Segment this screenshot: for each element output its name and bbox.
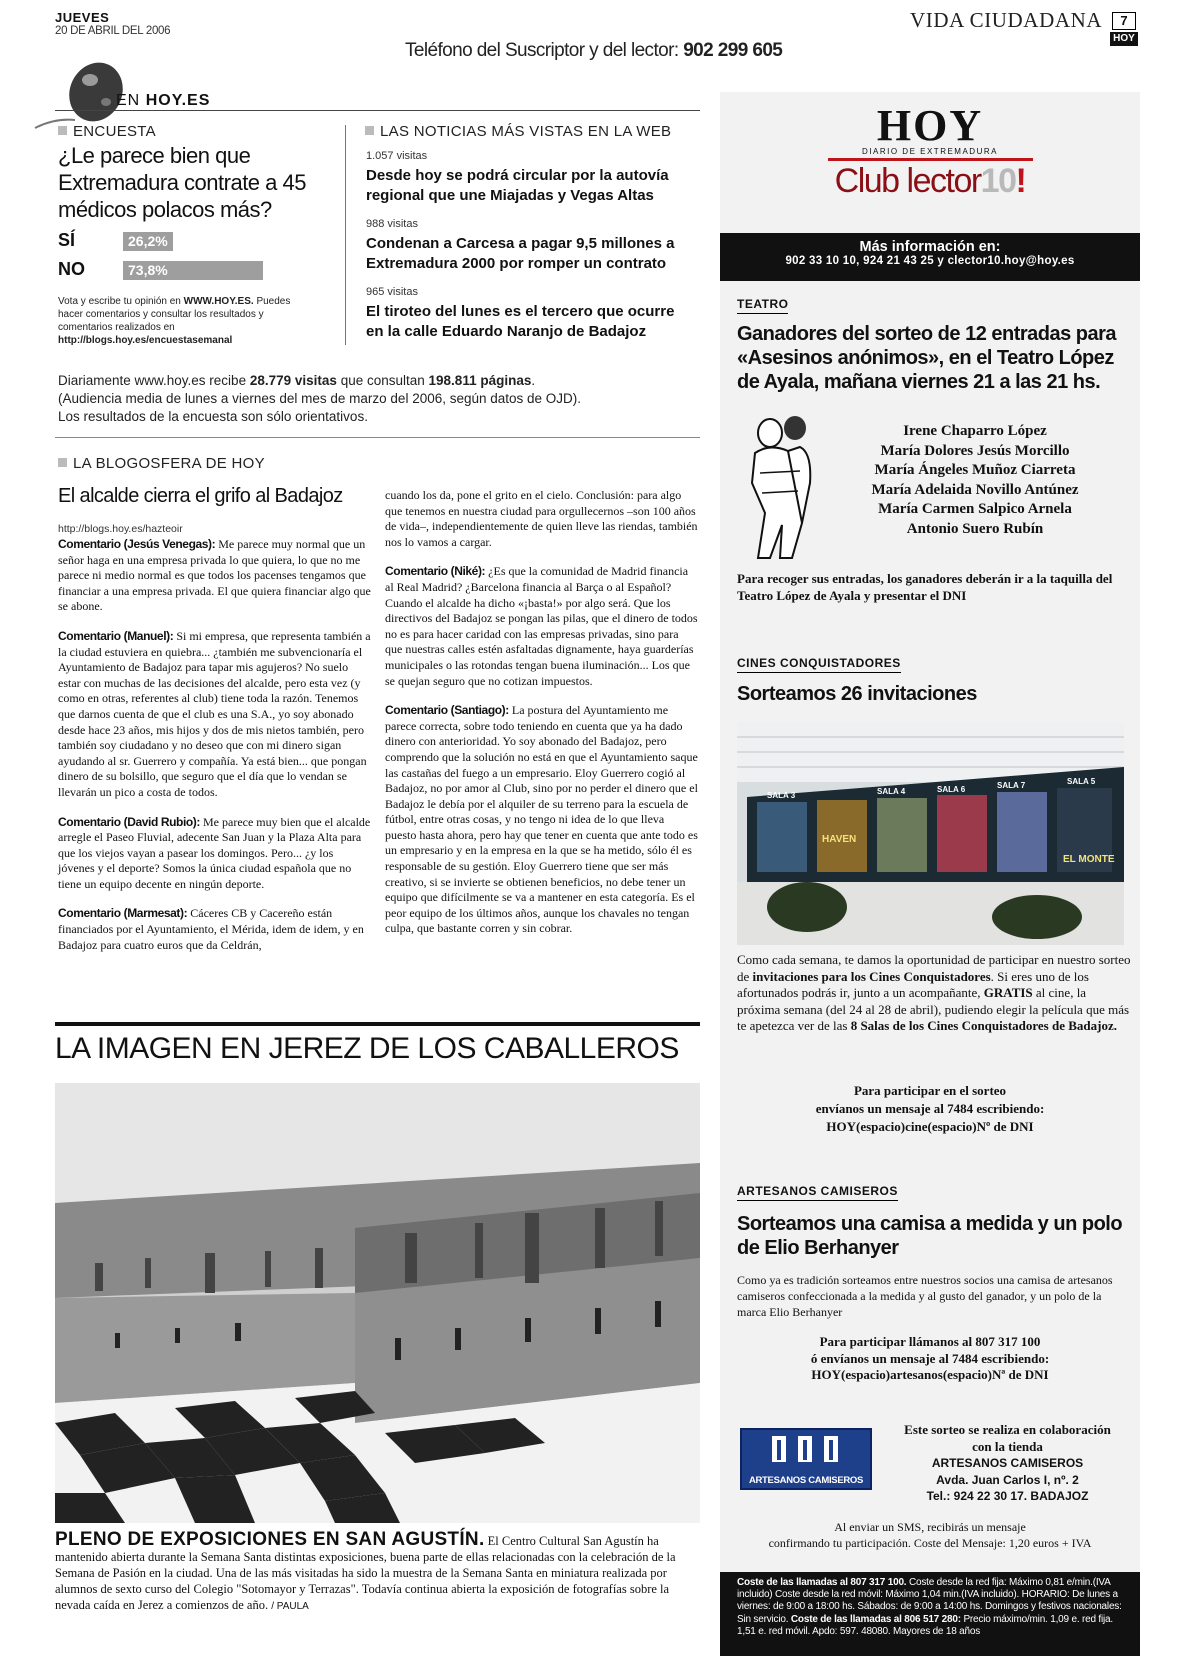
stats-block	[58, 372, 698, 426]
most-viewed-label-text: LAS NOTICIAS MÁS VISTAS EN LA WEB	[380, 123, 672, 140]
comment-author: Comentario (Manuel):	[58, 628, 174, 643]
header-brand-badge: HOY	[1110, 32, 1138, 46]
comment-author: Comentario (Niké):	[385, 564, 486, 579]
shirt-icon	[742, 1430, 870, 1470]
caption-head: PLENO DE EXPOSICIONES EN SAN AGUSTÍN.	[55, 1529, 485, 1550]
list-item[interactable]	[366, 150, 696, 206]
teatro-headline: Ganadores del sorteo de 12 entradas para «Asesinos anónimos», en el Teatro López de Ayala, mañana viernes 21 a las 21 hs.	[737, 323, 1117, 393]
blog-comment	[385, 564, 698, 689]
cines-text-part: Si eres uno de los afortunados podrás ir, junto a un acompañante,	[737, 968, 1089, 1000]
poll-note-text: Vota y escribe tu opinión en	[58, 296, 181, 307]
comment-text: cuando los da, pone el grito en el cielo. Conclusión: para algo que tenemos en nuestra ciudad para orgullecernos –son 100 años de vida–, independientemente de quien lleve las riendas, también nos lo vamos a cargar.	[385, 488, 698, 549]
poll-option-yes	[58, 230, 318, 254]
stats-text: .	[531, 373, 536, 388]
divider	[55, 110, 700, 111]
blog-url[interactable]: http://blogs.hoy.es/hazteoir	[58, 523, 183, 535]
cines-participate	[720, 1082, 1140, 1136]
divider	[55, 437, 700, 438]
participate-line: envíanos un mensaje al 7484 escribiendo:	[815, 1101, 1045, 1116]
club-logo-text: Club lector	[834, 162, 981, 200]
stats-text: que consultan	[340, 373, 425, 388]
sms-note	[720, 1520, 1140, 1551]
news-headline[interactable]: Condenan a Carcesa a pagar 9,5 millones a Extremadura 2000 por romper un contrato	[366, 235, 675, 272]
blog-column-1	[58, 537, 371, 967]
poster-title: HAVEN	[822, 834, 857, 845]
poster-label: SALA 6	[937, 785, 966, 794]
shop-logo-text: ARTESANOS CAMISEROS	[748, 1475, 864, 1486]
section-title: VIDA CIUDADANA	[910, 8, 1103, 32]
blog-comment	[385, 488, 698, 550]
club-logo-bang: !	[1015, 162, 1026, 200]
stats-line-3: Los resultados de la encuesta son sólo orientativos.	[58, 409, 368, 424]
most-viewed-list	[366, 150, 696, 342]
divider-thick	[55, 1022, 700, 1026]
poll-option-no	[58, 259, 318, 283]
winner-name: María Adelaida Novillo Antúnez	[871, 481, 1079, 498]
artesanos-text: Como ya es tradición sorteamos entre nuestros socios una camisa de artesanos camiseros confeccionada a la medida y al gusto del ganador, y un polo de la marca Elio Berhanyer	[737, 1273, 1113, 1319]
comment-author: Comentario (Marmesat):	[58, 906, 188, 921]
poster-label: SALA 3	[767, 791, 796, 800]
visit-count: 988 visitas	[366, 218, 418, 230]
stats-line-1	[58, 372, 698, 390]
poll-option-label: NO	[58, 259, 85, 279]
list-item[interactable]	[366, 218, 696, 274]
poll-note-text-2: Puedes hacer comentarios y consultar los resultados y comentarios realizados en	[58, 296, 291, 333]
comment-text: Me parece muy bien que el alcalde arregle el Paseo Fluvial, adecente San Juan y la Plaza Alta para que los viejos vayan a pasear los domingos. Pero... ¿y los jóvenes y el deporte? Somos la única ciudad española que no tiene un equipo decente en ningún deporte.	[58, 814, 371, 891]
collab-line: Este sorteo se realiza en colaboración	[904, 1422, 1111, 1437]
poll-note	[58, 295, 308, 347]
artesanos-headline: Sorteamos una camisa a medida y un polo de Elio Berhanyer	[737, 1213, 1123, 1259]
poster-label: SALA 7	[997, 781, 1026, 790]
poll-label-text: ENCUESTA	[73, 123, 156, 140]
poster-label: SALA 4	[877, 787, 906, 796]
cines-text-part: al cine, la próxima semana (del 24 al 28 de abril), pudiendo elegir la película que más te apetezca ver de las	[737, 985, 1130, 1033]
stats-text: Diariamente www.hoy.es recibe	[58, 373, 247, 388]
cinema-photo	[737, 722, 1124, 945]
call-costs-bold: Coste de las llamadas al 807 317 100.	[737, 1577, 907, 1588]
news-headline[interactable]: Desde hoy se podrá circular por la autovía regional que une Miajadas y Vegas Altas	[366, 167, 669, 204]
club-info-banner	[720, 233, 1140, 281]
poll-value-yes: 26,2%	[128, 233, 168, 249]
artesanos-participate	[720, 1334, 1140, 1384]
artesanos-label: ARTESANOS CAMISEROS	[737, 1184, 898, 1201]
column-divider	[345, 125, 346, 345]
cines-text-bold: GRATIS	[983, 985, 1033, 1000]
club-logo-sub: DIARIO DE EXTREMADURA	[862, 147, 998, 156]
cines-text-bold: 8 Salas de los Cines Conquistadores de Badajoz.	[850, 1018, 1117, 1033]
list-item[interactable]	[366, 286, 696, 342]
comment-text: La postura del Ayuntamiento me parece correcta, sobre todo teniendo en cuenta que ya ha dado dinero con anterioridad. Yo soy abonado del Badajoz, pero comprendo que la solución no está en que el Ayuntamiento saque las castañas del fuego a un empresario. Eloy Guerrero cogió al Badajoz, no por amor al Club, sino por no perder el dinero que el Badajoz le debía por el alquiler de su terreno para la escuela de fútbol, entre otras cosas, y no tengo ni idea de lo que lleva puesto hasta ahora, pero hay que tener en cuenta que ante todo es un empresario y en la empresa en la que se ha metido, sólo él es responsable de su gestión. Eloy Guerrero tiene que ser más creativo, si se invierte se obtienen beneficios, no debe tener un equipo que difícilmente se va a mantener en esta categoría. Es el peor equipo de los últimos años, aunque los chavales no tengan culpa, que bastante corren y sin cobrar.	[385, 703, 698, 936]
collab-line: con la tienda	[972, 1438, 1043, 1454]
blog-title: El alcalde cierra el grifo al Badajoz	[58, 485, 343, 507]
phone-label: Teléfono del Suscriptor y del lector:	[405, 40, 679, 61]
blog-comment	[58, 815, 371, 893]
exhibition-photo	[55, 1083, 700, 1523]
poster-label: SALA 5	[1067, 777, 1096, 786]
cines-text-bold: invitaciones para los Cines Conquistadores	[752, 968, 991, 984]
call-costs-bold: Coste de las llamadas al 806 517 280:	[790, 1613, 961, 1625]
en-hoy-header	[116, 92, 210, 110]
image-section-title: LA IMAGEN EN JEREZ DE LOS CABALLEROS	[55, 1032, 679, 1065]
comment-text: Si mi empresa, que representa también a la ciudad estuviera en quiebra... ¿también me subvencionaría el Ayuntamiento de Badajoz para tapar mis agujeros? No suelo estar con muchas de las decisiones del alcalde, pero esta vez (y como en otras, referentes al club) tiene toda la razón. Tenemos que darnos cuenta de que el club es una S.A., yo soy abonado desde hace 23 años, mis hijos y dos de mis nietos también, pero también soy ciudadano y no deseo que con mi dinero sigan ayudando al sr. Guerrero y compañía. Ya está bien... que pongan dinero de su bolsillo, que seguro que el día que lo vendan se llevarán un pico a costa de todos.	[58, 628, 371, 799]
stats-line-2: (Audiencia media de lunes a viernes del mes de marzo del 2006, según datos de OJD).	[58, 391, 582, 406]
cines-text: Como cada semana, te damos la oportunidad de participar en nuestro sorteo de invitaciones para los Cines Conquistadores. Si eres uno de los afortunados podrás ir, junto a un acompañante, GRATIS al cine, la próxima semana (del 24 al 28 de abril), pudiendo elegir la película que más te apetezca ver de las 8 Salas de los Cines Conquistadores de Badajoz.	[737, 952, 1131, 1033]
call-costs-text: Coste desde la red fija: Máximo 0,81 e/min.(IVA incluido) Coste desde la red móvil: Máximo 1,04 min.(IVA incluido). HORARIO: De lunes a viernes: de 9:00 a 18:00 hs. Sábados: de 9:00 a 14:00 hs. Domingos y festivos nacionales: Sin servicio.	[737, 1577, 1122, 1625]
comment-text: ¿Es que la comunidad de Madrid financia al Real Madrid? ¿Barcelona financia al Barça o al Español? Cuando el alcalde ha dicho «¡basta!» por algo será. Que los directivos del Badajoz se pongan las pilas, que el dinero de todos no es para hacer caridad con las empresas privadas, sino para que nuestras calles estén asfaltadas dignamente, haya guarderías municipales o las rotondas tengan buena iluminación... Los que se quejan seguro que no cotizan impuestos.	[385, 564, 698, 688]
comment-text: Cáceres CB y Cacereño están financiados por el Ayuntamiento, el Mérida, idem de idem, y en Badajoz para cuatro euros que da Celdrán,	[58, 906, 364, 952]
sms-note-line: Al enviar un SMS, recibirás un mensaje	[834, 1520, 1026, 1534]
poll-site-link[interactable]: WWW.HOY.ES.	[183, 296, 254, 307]
comment-author: Comentario (Santiago):	[385, 703, 509, 718]
poster-title: EL MONTE	[1063, 854, 1115, 865]
blog-label-text: LA BLOGOSFERA DE HOY	[73, 455, 265, 472]
comment-author: Comentario (Jesús Venegas):	[58, 537, 216, 551]
visit-count: 1.057 visitas	[366, 150, 428, 162]
comment-author: Comentario (David Rubio):	[58, 814, 200, 829]
header-date: 20 DE ABRIL DEL 2006	[55, 25, 171, 37]
shop-address: Avda. Juan Carlos I, nº. 2	[936, 1472, 1079, 1487]
shop-phone: Tel.: 924 22 30 17. BADAJOZ	[926, 1489, 1089, 1503]
blog-comment	[385, 703, 698, 937]
comment-text: Me parece muy normal que un señor haga en una empresa privada lo que quiera, lo que no me parece ni medio normal es que todos los pacenses tengamos que financiar a una empresa privada. El que quiera financiar algo que se abone.	[58, 537, 371, 614]
blog-column-2	[385, 488, 698, 951]
poll-bar-yes	[123, 232, 173, 251]
winner-name: María Carmen Salpico Arnela	[878, 501, 1072, 517]
club-logo	[720, 101, 1140, 201]
participate-line: Para participar en el sorteo	[853, 1083, 1007, 1098]
winner-name: Irene Chaparro López	[903, 423, 1047, 439]
phone-number: 902 299 605	[683, 40, 783, 61]
en-site: HOY.ES	[145, 92, 211, 109]
en-prefix: EN	[116, 92, 141, 109]
visit-count: 965 visitas	[366, 286, 418, 298]
news-headline[interactable]: El tiroteo del lunes es el tercero que ocurre en la calle Eduardo Naranjo de Badajoz	[366, 303, 675, 340]
participate-line: HOY(espacio)cine(espacio)Nº de DNI	[826, 1119, 1034, 1134]
call-costs-text: Precio máximo/min. 1,09 e. red fija. 1,51 e. red móvil. Apdo: 597. 48080. Mayores de 18 años	[737, 1613, 1113, 1637]
shop-name: ARTESANOS CAMISEROS	[931, 1456, 1084, 1470]
poll-question: ¿Le parece bien que Extremadura contrate a 45 médicos polacos más?	[58, 143, 306, 222]
blog-comment	[58, 906, 371, 953]
poll-option-label: SÍ	[58, 230, 76, 250]
poll-value-no: 73,8%	[128, 262, 168, 278]
cines-text-part: Como cada semana, te damos la oportunidad de participar en nuestro sorteo de	[737, 952, 1131, 984]
club-logo-wordmark	[720, 161, 1140, 201]
call-costs-box	[720, 1572, 1140, 1656]
winner-name: Antonio Suero Rubín	[906, 520, 1044, 537]
blog-label	[58, 455, 265, 472]
most-viewed-label	[365, 123, 671, 140]
winners-list	[830, 422, 1120, 539]
theater-illustration-icon	[740, 413, 822, 563]
poll-bar-no	[123, 261, 263, 280]
participate-line: ó envíanos un mensaje al 7484 escribiendo:	[810, 1350, 1050, 1366]
participate-line: HOY(espacio)artesanos(espacio)Nª de DNI	[811, 1367, 1049, 1382]
artesanos-shop-logo	[740, 1428, 872, 1490]
club-logo-hoy: HOY	[876, 101, 984, 150]
photo-caption	[55, 1529, 700, 1615]
poll-label	[58, 123, 156, 140]
club-logo-num: 10	[980, 162, 1016, 200]
subscriber-phone	[405, 40, 782, 62]
cines-label: CINES CONQUISTADORES	[737, 656, 901, 673]
stats-visits: 28.779 visitas	[249, 373, 337, 388]
header-day: JUEVES	[55, 10, 110, 25]
blog-comment	[58, 537, 371, 615]
club-info-line: 902 33 10 10, 924 21 43 25 y clector10.hoy@hoy.es	[785, 255, 1075, 267]
photo-credit: / PAULA	[271, 1601, 309, 1612]
club-info-title: Más información en:	[859, 239, 1001, 255]
artesanos-collab	[880, 1422, 1135, 1505]
stats-pages: 198.811 páginas	[428, 373, 532, 388]
cines-headline: Sorteamos 26 invitaciones	[737, 683, 977, 705]
teatro-instructions: Para recoger sus entradas, los ganadores deberán ir a la taquilla del Teatro López de Ayala y presentar el DNI	[737, 571, 1113, 603]
page-number: 7	[1112, 12, 1136, 30]
blog-comment	[58, 629, 371, 801]
winner-name: María Dolores Jesús Morcillo	[880, 442, 1070, 459]
teatro-label: TEATRO	[737, 297, 788, 314]
header-date-block	[55, 10, 170, 37]
caption-text: El Centro Cultural San Agustín ha mantenido abierta durante la Semana Santa distintas exposiciones, buena parte de ellas relacionadas con la celebración de la Semana de Pasión en la ciudad. Una de las más visitadas ha sido la muestra de la Semana Santa en miniatura realizada por alumnos de sexto curso del Colegio "Sotomayor y Terrazas". Todavía continua abierta la exposición de fotografías sobre la nevada caída en Jerez a comienzos de año.	[55, 1534, 676, 1612]
participate-line: Para participar llámanos al 807 317 100	[819, 1334, 1041, 1349]
poll-url-link[interactable]: http://blogs.hoy.es/encuestasemanal	[58, 335, 233, 346]
sms-note-line: confirmando tu participación. Coste del Mensaje: 1,20 euros + IVA	[768, 1535, 1092, 1550]
winner-name: María Ángeles Muñoz Ciarreta	[874, 462, 1076, 478]
